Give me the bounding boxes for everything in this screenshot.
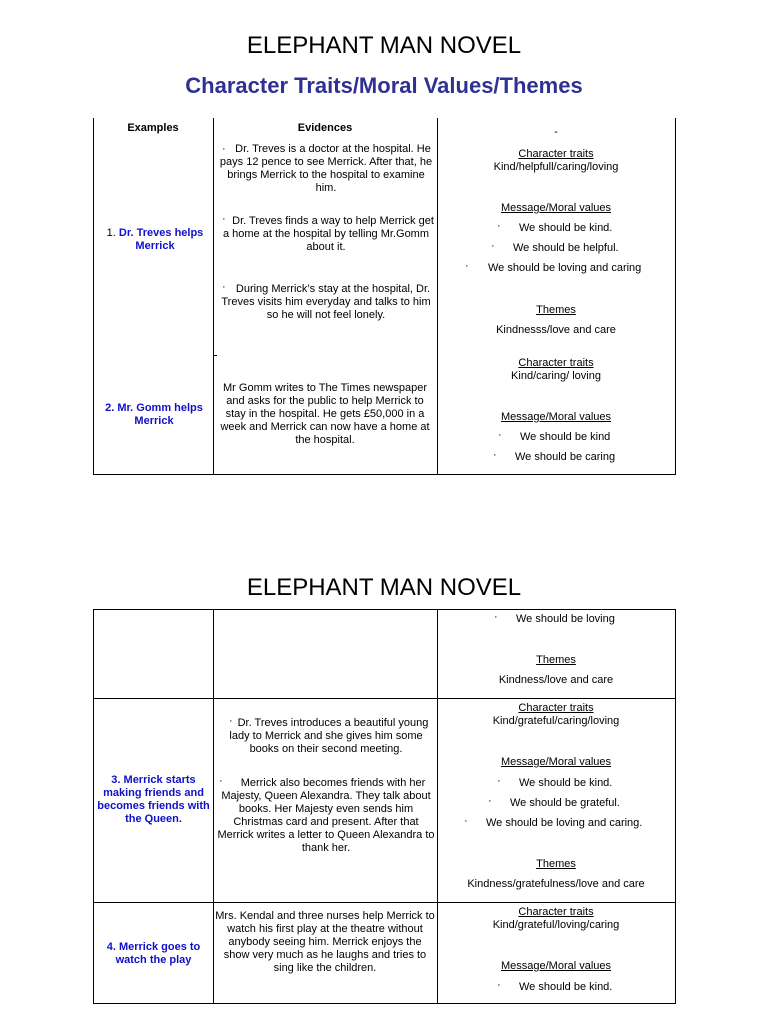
bullet-icon: · bbox=[498, 429, 502, 441]
row4-character-traits-heading: Character traits bbox=[518, 906, 594, 918]
row1-example-text: Dr. Treves helps Merrick bbox=[118, 227, 204, 252]
bullet-icon: · bbox=[222, 281, 226, 293]
row1-themes-heading: Themes bbox=[536, 304, 576, 316]
bullet-icon: · bbox=[219, 775, 223, 787]
row2-evidence: Mr Gomm writes to The Times newspaper and asks for the public to help Merrick to stay in the hospital. He gets £50,000 in a week and Merrick can now have a home at the hospital. bbox=[220, 382, 430, 446]
row3-moral-value-1: We should be kind. bbox=[519, 777, 613, 789]
row2-character-traits: Kind/caring/ loving bbox=[511, 370, 601, 382]
row3-evidence-2: Merrick also becomes friends with her Majesty, Queen Alexandra. They talk about books. Her Majesty even sends him Christmas card and present. After that Merrick writes a letter to Queen Alexandra to thank her. bbox=[217, 777, 435, 854]
cont-moral-value: We should be loving bbox=[516, 613, 615, 625]
row1-example-number: 1. bbox=[106, 227, 116, 239]
bullet-icon: · bbox=[222, 213, 226, 225]
bullet-icon: · bbox=[222, 143, 226, 155]
bullet-icon: · bbox=[464, 815, 468, 827]
row3-moral-values-heading: Message/Moral values bbox=[500, 756, 612, 768]
row3-character-traits-heading: Character traits bbox=[518, 702, 594, 714]
bullet-icon: · bbox=[488, 795, 492, 807]
row3-moral-value-3: We should be loving and caring. bbox=[486, 817, 643, 829]
row1-moral-value-1: We should be kind. bbox=[519, 222, 613, 234]
bullet-icon: · bbox=[497, 775, 501, 787]
row4-moral-value-1: We should be kind. bbox=[519, 981, 613, 993]
bullet-icon: · bbox=[497, 220, 501, 232]
row2-character-traits-heading: Character traits bbox=[518, 357, 594, 369]
cont-themes: Kindness/love and care bbox=[498, 674, 614, 686]
cont-themes-heading: Themes bbox=[536, 654, 576, 666]
row1-evidence-3: During Merrick’s stay at the hospital, Dr. Treves visits him everyday and talks to him so he will not feel lonely. bbox=[221, 283, 431, 321]
row3-character-traits: Kind/grateful/caring/loving bbox=[492, 715, 620, 727]
bullet-icon: · bbox=[494, 611, 498, 623]
header-examples: Examples bbox=[127, 122, 179, 134]
page1-title: ELEPHANT MAN NOVEL bbox=[246, 32, 522, 59]
row1-evidence-1: Dr. Treves is a doctor at the hospital. He pays 12 pence to see Merrick. After that, he brings Merrick to the hospital to examine him. bbox=[219, 143, 433, 194]
bullet-icon: · bbox=[465, 260, 469, 272]
row4-moral-values-heading: Message/Moral values bbox=[500, 960, 612, 972]
row1-evidence-2: Dr. Treves finds a way to help Merrick get a home at the hospital by telling Mr.Gomm about it. bbox=[222, 215, 434, 253]
row1-themes: Kindnesss/love and care bbox=[496, 324, 616, 336]
row3-evidence-1: Dr. Treves introduces a beautiful young lady to Merrick and she gives him some books on their second meeting. bbox=[229, 717, 429, 755]
row4-example: 4. Merrick goes to watch the play bbox=[106, 941, 201, 966]
row2-moral-values-heading: Message/Moral values bbox=[500, 411, 612, 423]
page2-title: ELEPHANT MAN NOVEL bbox=[246, 574, 522, 601]
row4-evidence: Mrs. Kendal and three nurses help Merrick to watch his first play at the theatre without anybody seeing him. Merrick enjoys the show very much as he laughs and tries to sing like the children. bbox=[215, 910, 435, 974]
row2-moral-value-2: We should be caring bbox=[515, 451, 616, 463]
bullet-icon: · bbox=[491, 240, 495, 252]
row1-moral-value-2: We should be helpful. bbox=[513, 242, 619, 254]
row3-themes: Kindness/gratefulness/love and care bbox=[467, 878, 645, 890]
row4-character-traits: Kind/grateful/loving/caring bbox=[492, 919, 620, 931]
row2-moral-value-1: We should be kind bbox=[520, 431, 611, 443]
row3-themes-heading: Themes bbox=[536, 858, 576, 870]
row3-example: 3. Merrick starts making friends and becomes friends with the Queen. bbox=[97, 774, 210, 825]
header-dash: - bbox=[554, 126, 558, 138]
row1-moral-values-heading: Message/Moral values bbox=[500, 202, 612, 214]
bullet-icon: · bbox=[497, 979, 501, 991]
row1-example bbox=[100, 227, 210, 253]
row1-character-traits: Kind/helpfull/caring/loving bbox=[493, 161, 619, 173]
row3-moral-value-2: We should be grateful. bbox=[510, 797, 620, 809]
bullet-icon: · bbox=[229, 715, 233, 727]
page1-subtitle: Character Traits/Moral Values/Themes bbox=[185, 73, 583, 98]
row1-moral-value-3: We should be loving and caring bbox=[488, 262, 642, 274]
bullet-icon: · bbox=[493, 449, 497, 461]
row2-example: 2. Mr. Gomm helps Merrick bbox=[105, 402, 203, 427]
row1-character-traits-heading: Character traits bbox=[518, 148, 594, 160]
header-evidences: Evidences bbox=[297, 122, 353, 134]
